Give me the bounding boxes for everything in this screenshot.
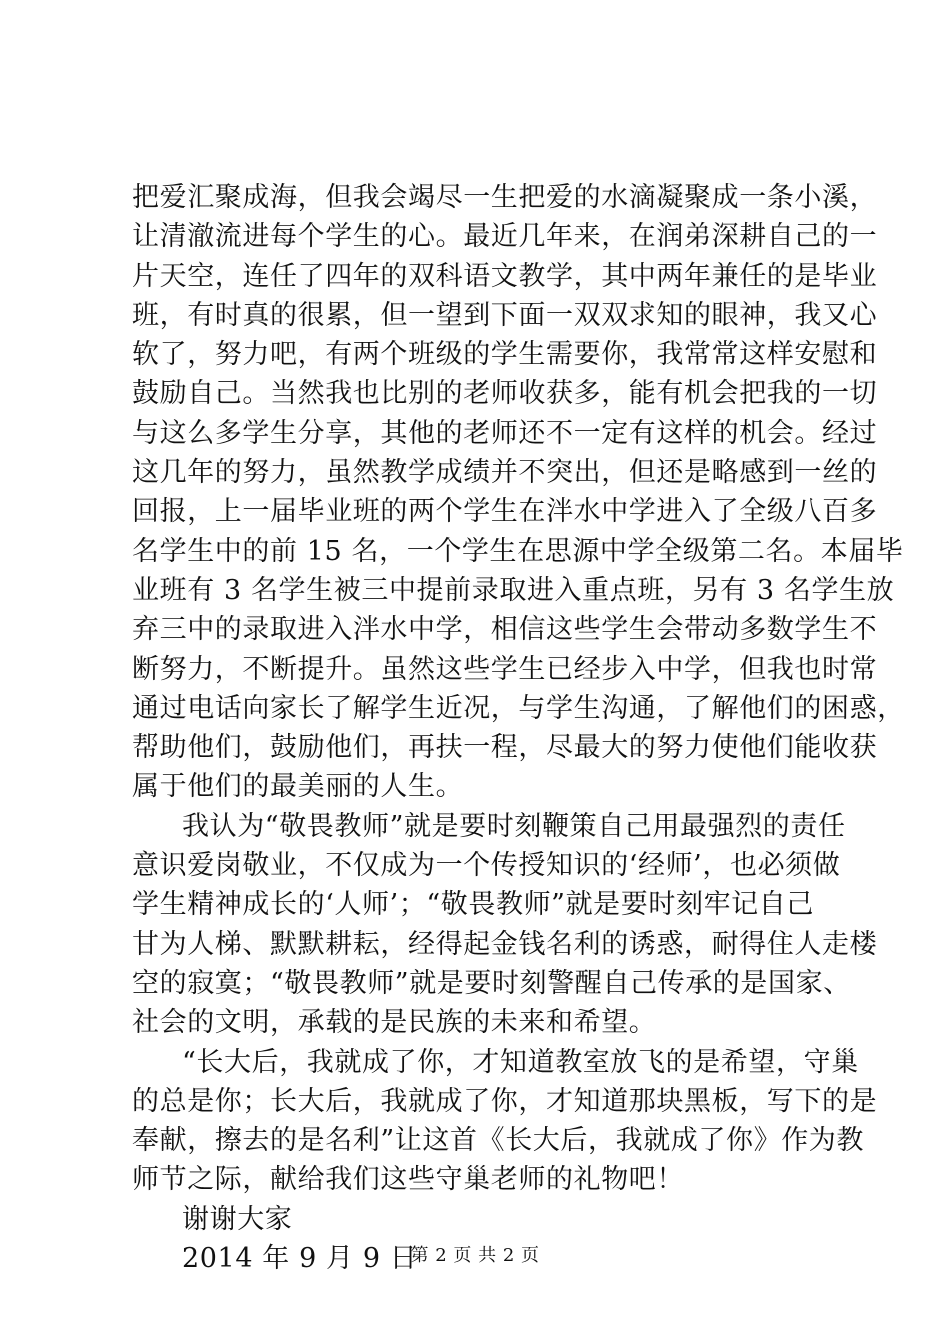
- document-body: [132, 178, 905, 1278]
- text-line: 这几年的努力，虽然教学成绩并不突出，但还是略感到一丝的: [132, 457, 878, 489]
- closing-thanks: 谢谢大家: [182, 1203, 293, 1235]
- text-line: 片天空，连任了四年的双科语文教学，其中两年兼任的是毕业: [132, 260, 878, 292]
- text-line: 的总是你；长大后，我就成了你，才知道那块黑板，写下的是: [132, 1085, 878, 1117]
- page-number-label: 第 2 页 共 2 页: [410, 1245, 540, 1266]
- text-line: 通过电话向家长了解学生近况，与学生沟通，了解他们的困惑，: [132, 692, 905, 724]
- text-line: 回报，上一届毕业班的两个学生在泮水中学进入了全级八百多: [132, 496, 878, 528]
- document-date: 2014 年 9 月 9 日: [182, 1243, 418, 1275]
- text-line: 把爱汇聚成海，但我会竭尽一生把爱的水滴凝聚成一条小溪，: [132, 182, 878, 213]
- text-line: “长大后，我就成了你，才知道教室放飞的是希望，守巢: [182, 1046, 859, 1078]
- text-line: 我认为“敬畏教师”就是要时刻鞭策自己用最强烈的责任: [182, 810, 846, 842]
- text-line: 让清澈流进每个学生的心。最近几年来，在润弟深耕自己的一: [132, 221, 878, 253]
- text-line: 师节之际，献给我们这些守巢老师的礼物吧！: [132, 1164, 684, 1196]
- text-line: 甘为人梯、默默耕耘，经得起金钱名利的诱惑，耐得住人走楼: [132, 928, 878, 960]
- text-line: 软了，努力吧，有两个班级的学生需要你，我常常这样安慰和: [132, 339, 878, 371]
- text-line: 班，有时真的很累，但一望到下面一双双求知的眼神，我又心: [132, 299, 878, 331]
- text-line: 奉献，擦去的是名利”让这首《长大后，我就成了你》作为教: [132, 1125, 865, 1157]
- text-line: 断努力，不断提升。虽然这些学生已经步入中学，但我也时常: [132, 653, 878, 685]
- text-line: 与这么多学生分享，其他的老师还不一定有这样的机会。经过: [132, 417, 878, 449]
- text-line: 帮助他们，鼓励他们，再扶一程，尽最大的努力使他们能收获: [132, 732, 878, 764]
- text-line: 属于他们的最美丽的人生。: [132, 771, 464, 803]
- text-line: 弃三中的录取进入泮水中学，相信这些学生会带动多数学生不: [132, 614, 878, 646]
- page-footer: [0, 1244, 950, 1268]
- text-line: 名学生中的前 15 名，一个学生在思源中学全级第二名。本届毕: [132, 535, 904, 567]
- text-line: 意识爱岗敬业，不仅成为一个传授知识的‘经师’，也必须做: [132, 850, 841, 882]
- text-line: 社会的文明，承载的是民族的未来和希望。: [132, 1007, 657, 1039]
- text-line: 鼓励自己。当然我也比别的老师收获多，能有机会把我的一切: [132, 378, 878, 410]
- text-line: 空的寂寞；“敬畏教师”就是要时刻警醒自己传承的是国家、: [132, 967, 851, 999]
- text-line: 学生精神成长的‘人师’；“敬畏教师”就是要时刻牢记自己: [132, 889, 814, 921]
- text-line: 业班有 3 名学生被三中提前录取进入重点班，另有 3 名学生放: [132, 574, 895, 606]
